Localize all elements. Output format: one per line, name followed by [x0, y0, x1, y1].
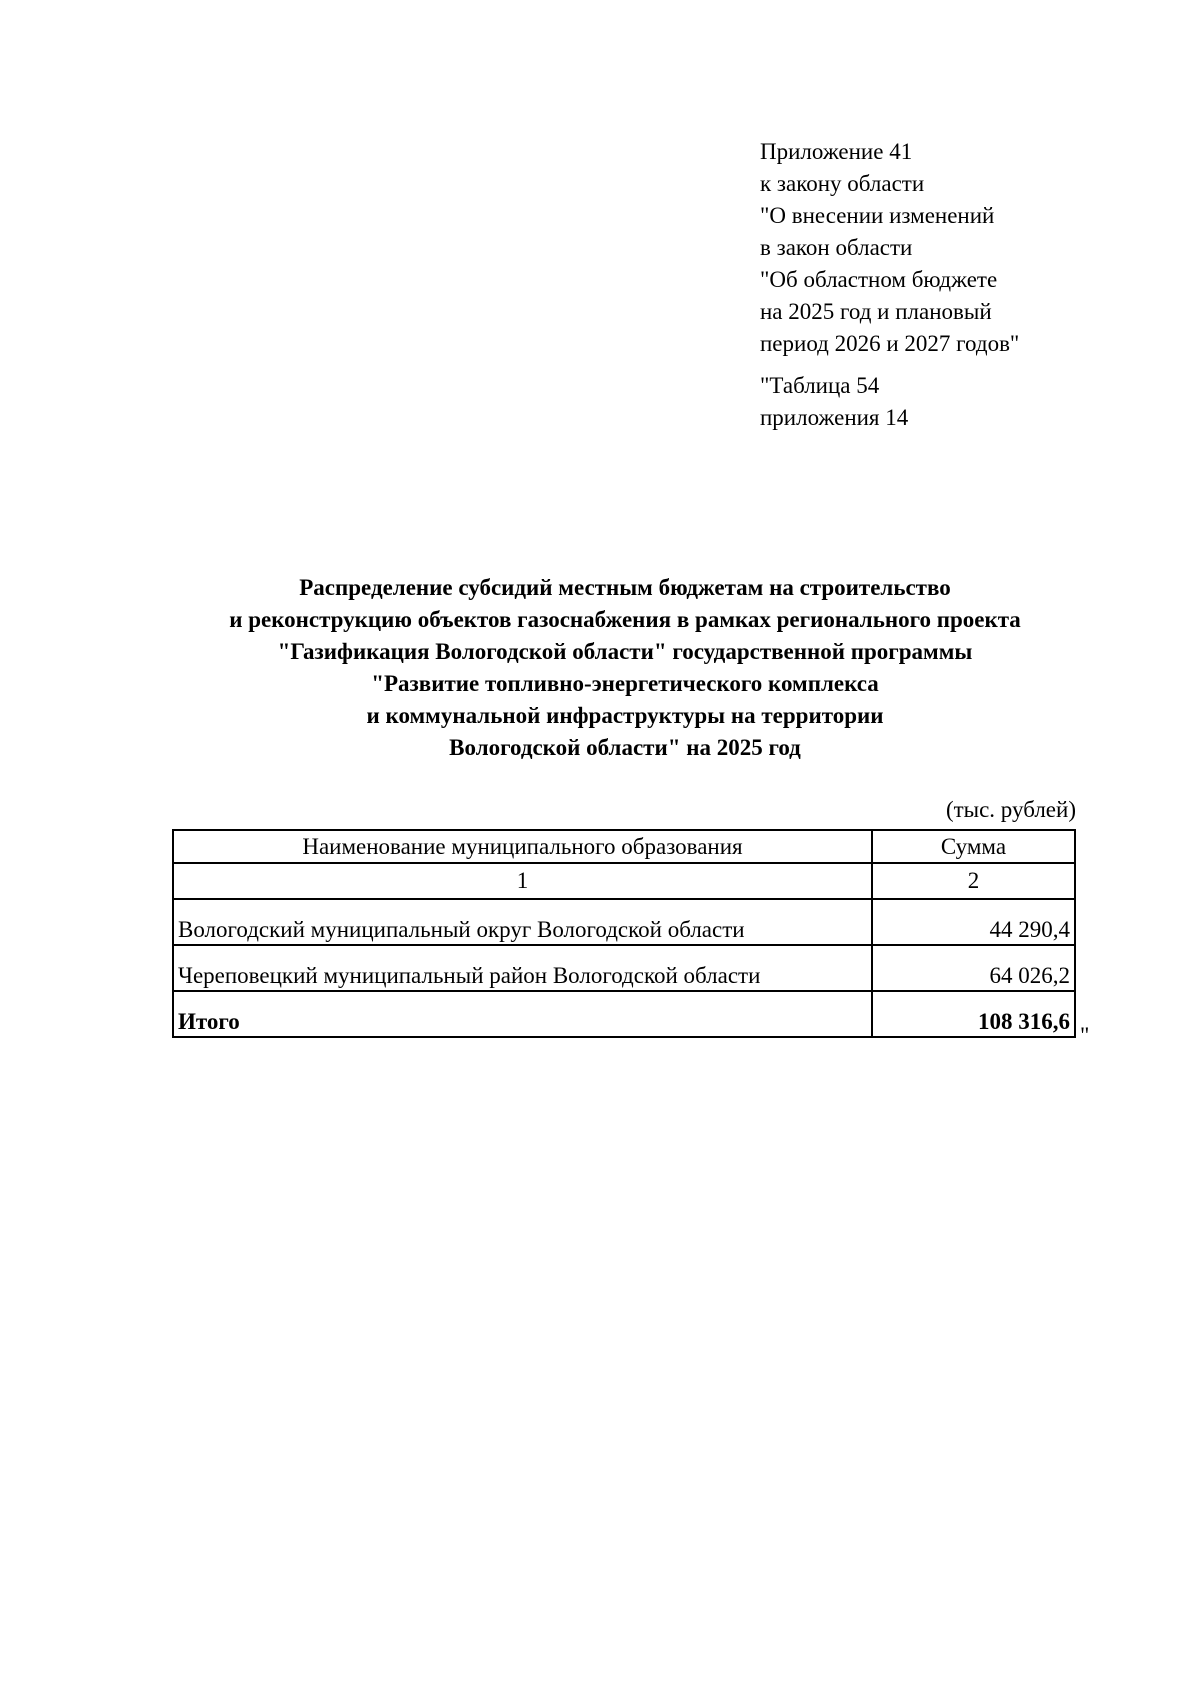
municipality-name: Вологодский муниципальный округ Вологодской области	[173, 899, 872, 945]
title-line: Распределение субсидий местным бюджетам на строительство	[299, 575, 951, 600]
table-reference-line: приложения 14	[760, 405, 909, 430]
municipality-amount: 44 290,4	[872, 899, 1075, 945]
table-header-row	[173, 830, 1075, 863]
annex-line: "О внесении изменений	[760, 203, 995, 228]
annex-line: к закону области	[760, 171, 925, 196]
title-line: "Развитие топливно-энергетического комплекса	[371, 671, 879, 696]
table-reference-line: "Таблица 54	[760, 373, 880, 398]
annex-line: на 2025 год и плановый	[760, 299, 992, 324]
annex-line: период 2026 и 2027 годов"	[760, 331, 1020, 356]
title-line: "Газификация Вологодской области" государственной программы	[277, 639, 973, 664]
closing-quote: "	[1080, 1023, 1090, 1048]
municipality-name: Череповецкий муниципальный район Вологодской области	[173, 945, 872, 991]
title-line: и реконструкцию объектов газоснабжения в рамках регионального проекта	[229, 607, 1021, 632]
table-row	[173, 899, 1075, 945]
column-number: 2	[872, 863, 1075, 899]
total-label: Итого	[173, 991, 872, 1037]
header-amount: Сумма	[872, 830, 1075, 863]
annex-block	[760, 136, 1140, 434]
document-title	[150, 572, 1100, 764]
header-name: Наименование муниципального образования	[173, 830, 872, 863]
units-label: (тыс. рублей)	[945, 797, 1076, 822]
total-amount: 108 316,6	[872, 991, 1075, 1037]
annex-line: в закон области	[760, 235, 913, 260]
distribution-table	[172, 829, 1076, 1038]
annex-line: "Об областном бюджете	[760, 267, 998, 292]
table-row	[173, 945, 1075, 991]
column-number-row	[173, 863, 1075, 899]
column-number: 1	[173, 863, 872, 899]
total-row	[173, 991, 1075, 1037]
title-line: и коммунальной инфраструктуры на территории	[366, 703, 884, 728]
municipality-amount: 64 026,2	[872, 945, 1075, 991]
title-line: Вологодской области" на 2025 год	[449, 735, 801, 760]
annex-line: Приложение 41	[760, 139, 913, 164]
